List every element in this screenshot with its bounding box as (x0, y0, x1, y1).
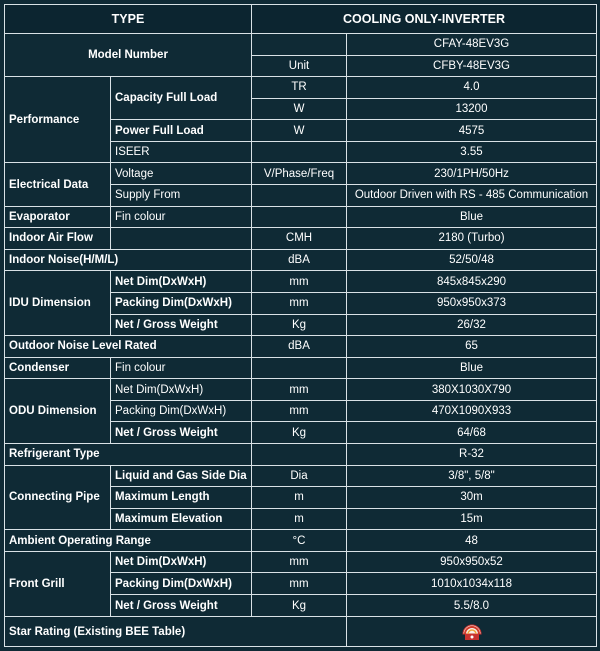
table-row (5, 551, 597, 573)
power-unit: W (252, 120, 347, 142)
evaporator-label: Evaporator (5, 206, 111, 228)
idu-packing-label: Packing Dim(DxWxH) (111, 292, 252, 314)
supply-unit-empty (252, 185, 347, 207)
pipe-length-label: Maximum Length (111, 487, 252, 509)
electrical-label: Electrical Data (5, 163, 111, 206)
bee-star-label-icon (461, 622, 483, 642)
table-row (5, 617, 597, 647)
idu-net-value: 845x845x290 (347, 271, 597, 293)
star-rating-cell (347, 617, 597, 647)
ambient-unit: °C (252, 530, 347, 552)
pipe-dia-label: Liquid and Gas Side Dia (111, 465, 252, 487)
table-row (5, 249, 597, 271)
capacity-w-value: 13200 (347, 98, 597, 120)
pipe-elevation-label: Maximum Elevation (111, 508, 252, 530)
idu-dimension-label: IDU Dimension (5, 271, 111, 336)
indoor-noise-unit: dBA (252, 249, 347, 271)
iseer-unit-empty (252, 141, 347, 163)
pipe-length-unit: m (252, 487, 347, 509)
indoor-air-flow-label: Indoor Air Flow (5, 228, 111, 250)
refrigerant-unit-empty (252, 443, 347, 465)
idu-weight-label: Net / Gross Weight (111, 314, 252, 336)
power-value: 4575 (347, 120, 597, 142)
spec-table (4, 4, 597, 647)
voltage-label: Voltage (111, 163, 252, 185)
table-row (5, 34, 597, 56)
spec-sheet (4, 4, 596, 647)
odu-net-value: 380X1030X790 (347, 379, 597, 401)
indoor-noise-label: Indoor Noise(H/M/L) (5, 249, 252, 271)
table-row (5, 357, 597, 379)
model-unit-label: Unit (252, 55, 347, 77)
iseer-value: 3.55 (347, 141, 597, 163)
idu-packing-value: 950x950x373 (347, 292, 597, 314)
capacity-w-unit: W (252, 98, 347, 120)
table-row (5, 465, 597, 487)
indoor-noise-value: 52/50/48 (347, 249, 597, 271)
ambient-label: Ambient Operating Range (5, 530, 252, 552)
odu-weight-unit: Kg (252, 422, 347, 444)
grill-net-value: 950x950x52 (347, 551, 597, 573)
indoor-air-flow-value: 2180 (Turbo) (347, 228, 597, 250)
odu-packing-label: Packing Dim(DxWxH) (111, 400, 252, 422)
iseer-label: ISEER (111, 141, 252, 163)
table-row (5, 271, 597, 293)
grill-packing-value: 1010x1034x118 (347, 573, 597, 595)
indoor-air-flow-empty (111, 228, 252, 250)
voltage-unit: V/Phase/Freq (252, 163, 347, 185)
grill-packing-label: Packing Dim(DxWxH) (111, 573, 252, 595)
table-row (5, 530, 597, 552)
voltage-value: 230/1PH/50Hz (347, 163, 597, 185)
outdoor-noise-unit: dBA (252, 336, 347, 358)
table-row (5, 163, 597, 185)
odu-weight-label: Net / Gross Weight (111, 422, 252, 444)
capacity-label: Capacity Full Load (111, 77, 252, 120)
performance-label: Performance (5, 77, 111, 163)
table-row (5, 379, 597, 401)
odu-net-label: Net Dim(DxWxH) (111, 379, 252, 401)
pipe-length-value: 30m (347, 487, 597, 509)
idu-net-label: Net Dim(DxWxH) (111, 271, 252, 293)
header-row (5, 5, 597, 34)
product-header: COOLING ONLY-INVERTER (252, 5, 597, 34)
outdoor-noise-value: 65 (347, 336, 597, 358)
grill-net-label: Net Dim(DxWxH) (111, 551, 252, 573)
grill-net-unit: mm (252, 551, 347, 573)
condenser-unit-empty (252, 357, 347, 379)
outdoor-model-value: CFBY-48EV3G (347, 55, 597, 77)
indoor-model-value: CFAY-48EV3G (347, 34, 597, 56)
idu-net-unit: mm (252, 271, 347, 293)
evaporator-fin-label: Fin colour (111, 206, 252, 228)
idu-weight-value: 26/32 (347, 314, 597, 336)
idu-weight-unit: Kg (252, 314, 347, 336)
pipe-elevation-value: 15m (347, 508, 597, 530)
table-row (5, 206, 597, 228)
grill-packing-unit: mm (252, 573, 347, 595)
odu-packing-unit: mm (252, 400, 347, 422)
ambient-value: 48 (347, 530, 597, 552)
type-header: TYPE (5, 5, 252, 34)
grill-weight-label: Net / Gross Weight (111, 595, 252, 617)
condenser-fin-value: Blue (347, 357, 597, 379)
supply-value: Outdoor Driven with RS - 485 Communication (347, 185, 597, 207)
grill-weight-unit: Kg (252, 595, 347, 617)
evaporator-fin-value: Blue (347, 206, 597, 228)
condenser-label: Condenser (5, 357, 111, 379)
odu-weight-value: 64/68 (347, 422, 597, 444)
condenser-fin-label: Fin colour (111, 357, 252, 379)
refrigerant-value: R-32 (347, 443, 597, 465)
star-rating-label: Star Rating (Existing BEE Table) (5, 617, 347, 647)
model-empty-cell (252, 34, 347, 56)
table-row (5, 336, 597, 358)
capacity-tr-value: 4.0 (347, 77, 597, 99)
table-row (5, 77, 597, 99)
indoor-air-flow-unit: CMH (252, 228, 347, 250)
model-number-label: Model Number (5, 34, 252, 77)
pipe-dia-unit: Dia (252, 465, 347, 487)
outdoor-noise-label: Outdoor Noise Level Rated (5, 336, 252, 358)
idu-packing-unit: mm (252, 292, 347, 314)
table-row (5, 443, 597, 465)
supply-label: Supply From (111, 185, 252, 207)
odu-packing-value: 470X1090X933 (347, 400, 597, 422)
pipe-dia-value: 3/8", 5/8" (347, 465, 597, 487)
odu-dimension-label: ODU Dimension (5, 379, 111, 444)
refrigerant-label: Refrigerant Type (5, 443, 252, 465)
odu-net-unit: mm (252, 379, 347, 401)
connecting-pipe-label: Connecting Pipe (5, 465, 111, 530)
pipe-elevation-unit: m (252, 508, 347, 530)
power-label: Power Full Load (111, 120, 252, 142)
front-grill-label: Front Grill (5, 551, 111, 616)
evaporator-unit-empty (252, 206, 347, 228)
grill-weight-value: 5.5/8.0 (347, 595, 597, 617)
capacity-tr-unit: TR (252, 77, 347, 99)
table-row (5, 228, 597, 250)
